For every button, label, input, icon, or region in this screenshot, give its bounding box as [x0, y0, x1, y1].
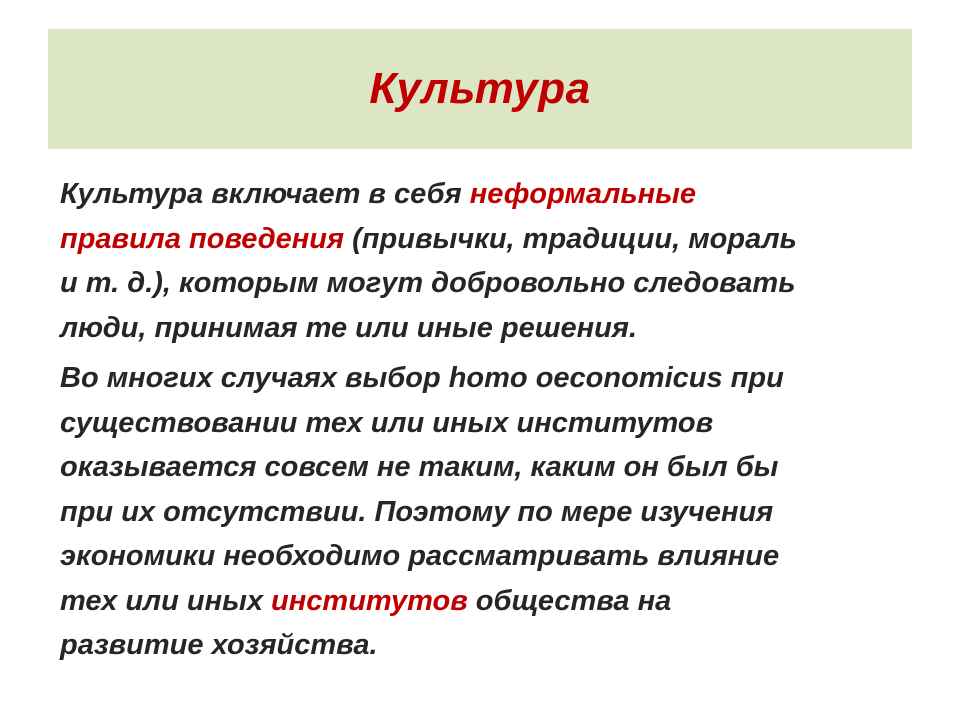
slide-body: [60, 172, 900, 674]
highlight-institutions: институтов: [271, 584, 468, 617]
text-run: тех или иных: [60, 584, 272, 617]
paragraph-line: Во многих случаях выбор homo oeconomicus при: [60, 362, 784, 394]
paragraph-line: [60, 579, 900, 624]
paragraph-line: экономики необходимо рассматривать влияние: [60, 540, 780, 572]
paragraph-line: [60, 217, 900, 262]
paragraph-homo-oeconomicus: [60, 356, 900, 668]
paragraph-line: развитие хозяйства.: [60, 629, 378, 661]
text-run: общества на: [467, 584, 672, 617]
paragraph-line: оказывается совсем не таким, каким он был бы: [60, 451, 779, 483]
paragraph-line: [60, 172, 900, 217]
paragraph-line: и т. д.), которым могут добровольно следовать: [60, 267, 796, 299]
paragraph-line: при их отсутствии. Поэтому по мере изучения: [60, 495, 774, 528]
text-run: Культура включает в себя: [60, 178, 470, 210]
title-band: [48, 29, 912, 149]
text-run: (привычки, традиции, мораль: [344, 222, 797, 255]
paragraph-line: существовании тех или иных институтов: [60, 406, 714, 439]
highlight-informal: неформальные: [469, 178, 697, 210]
paragraph-culture-definition: [60, 172, 900, 350]
highlight-behavior-rules: правила поведения: [60, 222, 345, 255]
slide-title: Культура: [369, 64, 591, 113]
paragraph-line: люди, принимая те или иные решения.: [60, 311, 637, 344]
